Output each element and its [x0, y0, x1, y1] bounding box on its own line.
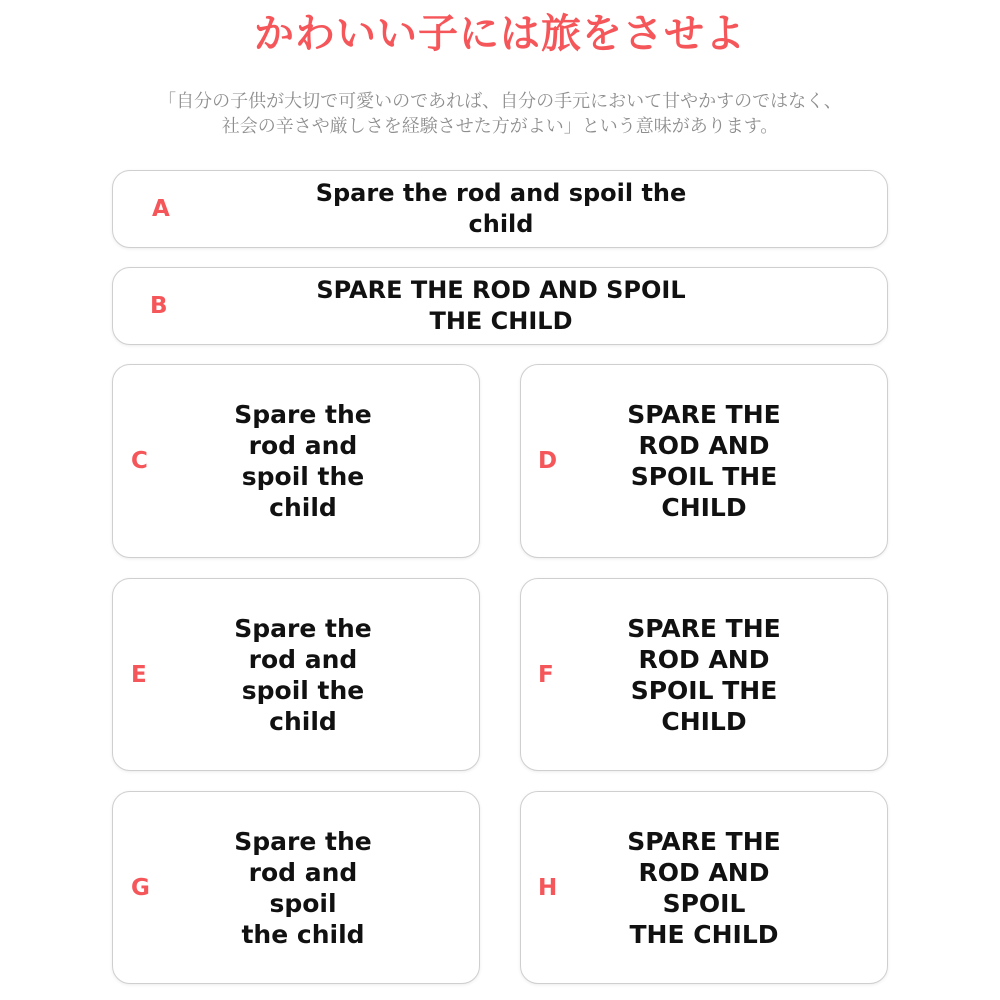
option-card-e[interactable]	[112, 578, 480, 771]
option-letter-a: A	[152, 196, 170, 222]
option-text-g: Spare the rod and spoil the child	[234, 826, 372, 949]
option-letter-f: F	[538, 661, 554, 688]
option-letter-d: D	[538, 448, 558, 474]
page-title: かわいい子には旅をさせよ	[254, 11, 746, 57]
option-card-a[interactable]	[112, 170, 888, 248]
option-text-e: Spare the rod and spoil the child	[234, 613, 372, 736]
option-card-g[interactable]	[112, 791, 480, 984]
page-description	[100, 89, 900, 139]
option-text-a: Spare the rod and spoil the child	[315, 179, 687, 238]
option-card-h[interactable]	[520, 791, 888, 984]
option-text-d: SPARE THE ROD AND SPOIL THE CHILD	[627, 400, 781, 522]
option-text-c: Spare the rod and spoil the child	[234, 400, 372, 522]
option-letter-g: G	[131, 874, 150, 901]
option-card-f[interactable]	[520, 578, 888, 771]
option-card-b[interactable]	[112, 267, 888, 345]
option-text-b: SPARE THE ROD AND SPOIL THE CHILD	[316, 276, 686, 335]
option-letter-c: C	[131, 448, 148, 474]
option-text-f: SPARE THE ROD AND SPOIL THE CHILD	[627, 613, 781, 736]
description-line-1: 「自分の子供が大切で可愛いのであれば、自分の手元において甘やかすのではなく、	[158, 91, 842, 112]
option-card-d[interactable]	[520, 364, 888, 558]
option-letter-e: E	[131, 661, 147, 688]
option-letter-h: H	[538, 874, 558, 901]
option-card-c[interactable]	[112, 364, 480, 558]
description-line-2: 社会の辛さや厳しさを経験させた方がよい」という意味があります。	[221, 116, 779, 137]
option-text-h: SPARE THE ROD AND SPOIL THE CHILD	[627, 826, 781, 949]
option-letter-b: B	[150, 293, 168, 319]
